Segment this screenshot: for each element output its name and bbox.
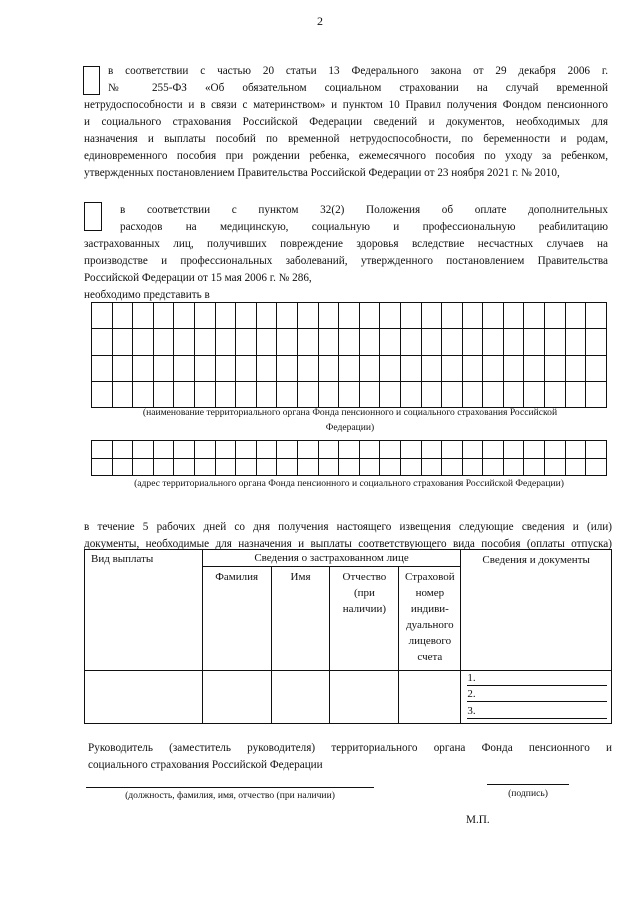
- clause1-line-4: и социального страхования Российской Федерации сведений и документов, необходимых для: [84, 116, 608, 128]
- organ-name-grid-cell[interactable]: [586, 303, 607, 329]
- organ-name-grid-cell[interactable]: [421, 329, 442, 355]
- organ-address-grid-cell[interactable]: [112, 458, 133, 476]
- organ-name-grid-cell[interactable]: [545, 329, 566, 355]
- signature-title-line-1: Руководитель (заместитель руководителя) территориального органа Фонда пенсионного и: [88, 742, 612, 754]
- organ-address-grid-cell[interactable]: [318, 441, 339, 459]
- clause2-line-5: Российской Федерации от 15 мая 2006 г. № 286,: [84, 272, 312, 284]
- organ-name-grid-cell[interactable]: [524, 329, 545, 355]
- organ-name-grid-cell[interactable]: [565, 303, 586, 329]
- organ-name-grid-cell[interactable]: [194, 381, 215, 407]
- name-cell[interactable]: [271, 671, 330, 724]
- doc-item-1-label: 1.: [467, 672, 476, 684]
- organ-address-grid-cell[interactable]: [565, 458, 586, 476]
- organ-name-grid-cell[interactable]: [215, 303, 236, 329]
- organ-address-grid-cell[interactable]: [524, 458, 545, 476]
- clause2-text: [84, 202, 608, 287]
- name-header-text: Имя: [290, 571, 311, 583]
- position-line[interactable]: [86, 787, 374, 788]
- organ-name-grid-cell[interactable]: [133, 381, 154, 407]
- organ-address-grid[interactable]: [91, 440, 607, 476]
- organ-name-grid-cell[interactable]: [256, 355, 277, 381]
- name-header: [271, 567, 330, 671]
- organ-name-grid-cell[interactable]: [277, 303, 298, 329]
- organ-name-grid-cell[interactable]: [92, 303, 113, 329]
- organ-name-grid-cell[interactable]: [112, 303, 133, 329]
- clause1-line-5: назначения и выплаты пособий по временной нетрудоспособности, по беременности и родам,: [84, 133, 608, 145]
- organ-name-grid-cell[interactable]: [462, 355, 483, 381]
- organ-name-grid-cell[interactable]: [483, 303, 504, 329]
- doc-item-2[interactable]: [467, 687, 607, 702]
- organ-name-grid-cell[interactable]: [153, 381, 174, 407]
- organ-name-grid-cell[interactable]: [112, 329, 133, 355]
- organ-name-grid-row: [92, 329, 607, 355]
- organ-address-grid-cell[interactable]: [92, 441, 113, 459]
- organ-address-grid-cell[interactable]: [339, 441, 360, 459]
- stamp-label: М.П.: [466, 814, 490, 826]
- organ-name-grid-row: [92, 355, 607, 381]
- organ-name-grid-cell[interactable]: [194, 329, 215, 355]
- organ-address-grid-cell[interactable]: [174, 458, 195, 476]
- deadline-line-2: документы, необходимые для назначения и выплаты соответствующего вида пособия (оплаты отпуска): [84, 538, 612, 550]
- organ-name-grid-cell[interactable]: [133, 329, 154, 355]
- clause2-line-3: застрахованных лиц, получивших повреждение здоровья вследствие несчастных случаев на: [84, 238, 608, 250]
- organ-name-grid-cell[interactable]: [194, 303, 215, 329]
- surname-cell[interactable]: [202, 671, 271, 724]
- organ-name-grid-cell[interactable]: [133, 355, 154, 381]
- organ-name-grid-cell[interactable]: [359, 355, 380, 381]
- signature-title: [88, 740, 612, 774]
- organ-name-grid-cell[interactable]: [442, 303, 463, 329]
- organ-name-grid-cell[interactable]: [153, 329, 174, 355]
- organ-name-grid-cell[interactable]: [297, 355, 318, 381]
- doc-item-2-label: 2.: [467, 688, 476, 700]
- signature-line[interactable]: [487, 784, 569, 785]
- doc-item-1[interactable]: [467, 671, 607, 686]
- organ-address-grid-cell[interactable]: [256, 458, 277, 476]
- docs-cell[interactable]: [461, 671, 612, 724]
- organ-address-grid-cell[interactable]: [524, 441, 545, 459]
- organ-name-grid-cell[interactable]: [545, 303, 566, 329]
- snils-cell[interactable]: [399, 671, 461, 724]
- organ-address-grid-cell[interactable]: [153, 441, 174, 459]
- organ-name-grid-cell[interactable]: [256, 303, 277, 329]
- organ-name-grid-cell[interactable]: [380, 329, 401, 355]
- organ-address-grid-cell[interactable]: [256, 441, 277, 459]
- organ-address-caption: (адрес территориального органа Фонда пенсионного и социального страхования Российской Федерации): [134, 478, 564, 489]
- organ-name-grid-cell[interactable]: [112, 381, 133, 407]
- organ-address-grid-cell[interactable]: [133, 458, 154, 476]
- organ-name-grid-cell[interactable]: [524, 355, 545, 381]
- organ-name-grid-cell[interactable]: [400, 303, 421, 329]
- organ-address-grid-cell[interactable]: [194, 458, 215, 476]
- organ-name-grid-cell[interactable]: [586, 381, 607, 407]
- organ-name-grid-cell[interactable]: [462, 303, 483, 329]
- payment-type-header-cell: [85, 550, 203, 671]
- organ-address-grid-cell[interactable]: [297, 441, 318, 459]
- organ-name-grid-cell[interactable]: [277, 355, 298, 381]
- organ-address-grid-row: [92, 458, 607, 476]
- organ-name-grid-cell[interactable]: [524, 303, 545, 329]
- payment-type-header: Вид выплаты: [91, 553, 154, 565]
- organ-name-grid-cell[interactable]: [359, 381, 380, 407]
- organ-name-grid-cell[interactable]: [442, 355, 463, 381]
- organ-name-grid-cell[interactable]: [236, 329, 257, 355]
- organ-address-grid-cell[interactable]: [421, 441, 442, 459]
- organ-address-grid-cell[interactable]: [483, 441, 504, 459]
- clause1-line-1: в соответствии с частью 20 статьи 13 Федерального закона от 29 декабря 2006 г.: [108, 65, 608, 77]
- organ-name-grid-cell[interactable]: [565, 355, 586, 381]
- organ-name-grid-cell[interactable]: [421, 381, 442, 407]
- organ-name-grid-cell[interactable]: [297, 329, 318, 355]
- organ-name-grid[interactable]: [91, 302, 607, 408]
- organ-address-grid-cell[interactable]: [503, 458, 524, 476]
- organ-name-grid-cell[interactable]: [545, 381, 566, 407]
- organ-name-grid-cell[interactable]: [236, 355, 257, 381]
- organ-name-grid-cell[interactable]: [442, 381, 463, 407]
- doc-item-3-label: 3.: [467, 705, 476, 717]
- organ-name-grid-cell[interactable]: [503, 303, 524, 329]
- organ-address-grid-cell[interactable]: [400, 441, 421, 459]
- organ-name-grid-cell[interactable]: [318, 355, 339, 381]
- organ-name-grid-cell[interactable]: [503, 381, 524, 407]
- organ-name-grid-cell[interactable]: [256, 381, 277, 407]
- docs-header-cell: [461, 550, 612, 671]
- organ-name-caption: [100, 405, 600, 435]
- organ-name-grid-cell[interactable]: [339, 355, 360, 381]
- organ-address-grid-cell[interactable]: [545, 441, 566, 459]
- organ-name-grid-cell[interactable]: [483, 355, 504, 381]
- organ-address-grid-cell[interactable]: [359, 441, 380, 459]
- organ-address-grid-cell[interactable]: [112, 441, 133, 459]
- organ-name-grid-row: [92, 381, 607, 407]
- clause1-line-7: утвержденных постановлением Правительства Российской Федерации от 23 ноября 2021 г. № 2010,: [84, 167, 560, 179]
- organ-address-grid-cell[interactable]: [483, 458, 504, 476]
- organ-name-grid-cell[interactable]: [318, 381, 339, 407]
- organ-address-grid-cell[interactable]: [133, 441, 154, 459]
- organ-name-grid-cell[interactable]: [92, 329, 113, 355]
- organ-name-grid-cell[interactable]: [277, 381, 298, 407]
- snils-header-text: Страховой номер индиви-дуального лицевого счета: [405, 571, 455, 663]
- organ-name-grid-cell[interactable]: [380, 355, 401, 381]
- clause2-line-2: расходов на медицинскую, социальную и профессиональную реабилитацию: [120, 221, 608, 233]
- organ-name-grid-cell[interactable]: [339, 381, 360, 407]
- organ-name-grid-cell[interactable]: [133, 303, 154, 329]
- organ-name-grid-cell[interactable]: [400, 381, 421, 407]
- organ-address-grid-cell[interactable]: [586, 441, 607, 459]
- surname-header: [202, 567, 271, 671]
- organ-name-grid-cell[interactable]: [400, 355, 421, 381]
- clause2-line-1: в соответствии с пунктом 32(2) Положения об оплате дополнительных: [120, 204, 608, 216]
- patronymic-header-text: Отчество (при наличии): [342, 571, 387, 615]
- clause1-line-2: № 255-ФЗ «Об обязательном социальном страховании на случай временной: [108, 82, 608, 94]
- organ-name-grid-cell[interactable]: [215, 329, 236, 355]
- signature-caption: (подпись): [508, 788, 548, 799]
- organ-address-grid-cell[interactable]: [380, 458, 401, 476]
- organ-name-grid-cell[interactable]: [174, 303, 195, 329]
- organ-name-grid-cell[interactable]: [545, 355, 566, 381]
- organ-address-grid-cell[interactable]: [277, 458, 298, 476]
- organ-name-grid-cell[interactable]: [565, 381, 586, 407]
- organ-name-caption-line-2: Федерации): [325, 422, 375, 433]
- organ-name-grid-cell[interactable]: [153, 303, 174, 329]
- organ-name-grid-cell[interactable]: [524, 381, 545, 407]
- organ-address-grid-cell[interactable]: [503, 441, 524, 459]
- organ-name-grid-cell[interactable]: [174, 329, 195, 355]
- organ-address-grid-cell[interactable]: [339, 458, 360, 476]
- organ-name-grid-cell[interactable]: [297, 381, 318, 407]
- organ-address-grid-cell[interactable]: [215, 458, 236, 476]
- organ-address-grid-cell[interactable]: [215, 441, 236, 459]
- payment-type-cell[interactable]: [85, 671, 203, 724]
- clause1-line-3: нетрудоспособности и в связи с материнством» и пунктом 10 Правил получения Фондом пенсионного: [84, 99, 608, 111]
- organ-address-grid-cell[interactable]: [277, 441, 298, 459]
- organ-name-grid-cell[interactable]: [565, 329, 586, 355]
- organ-name-grid-cell[interactable]: [483, 381, 504, 407]
- organ-name-grid-cell[interactable]: [153, 355, 174, 381]
- organ-address-grid-cell[interactable]: [400, 458, 421, 476]
- organ-name-grid-cell[interactable]: [174, 381, 195, 407]
- organ-name-grid-cell[interactable]: [112, 355, 133, 381]
- organ-name-grid-cell[interactable]: [339, 329, 360, 355]
- organ-address-grid-cell[interactable]: [174, 441, 195, 459]
- doc-item-3[interactable]: [467, 704, 607, 719]
- organ-address-grid-cell[interactable]: [297, 458, 318, 476]
- organ-address-grid-cell[interactable]: [318, 458, 339, 476]
- organ-name-grid-cell[interactable]: [380, 303, 401, 329]
- organ-name-grid-cell[interactable]: [462, 381, 483, 407]
- organ-name-caption-line-1: (наименование территориального органа Фонда пенсионного и социального страхования Российской: [142, 407, 558, 418]
- deadline-line-1: в течение 5 рабочих дней со дня получения настоящего извещения следующие сведения и (или): [84, 521, 612, 533]
- organ-name-grid-cell[interactable]: [462, 329, 483, 355]
- organ-name-grid-cell[interactable]: [318, 303, 339, 329]
- organ-address-grid-cell[interactable]: [586, 458, 607, 476]
- clause1-text: [84, 63, 608, 182]
- clause1-line-6: единовременного пособия при рождении ребенка, ежемесячного пособия по уходу за ребенком,: [84, 150, 608, 162]
- organ-name-grid-cell[interactable]: [380, 381, 401, 407]
- organ-name-grid-cell[interactable]: [277, 329, 298, 355]
- clause2-line-4: производстве и профессиональных заболеваний, утвержденного постановлением Правительства: [84, 255, 608, 267]
- organ-address-grid-cell[interactable]: [545, 458, 566, 476]
- docs-header: Сведения и документы: [482, 554, 590, 566]
- organ-name-grid-cell[interactable]: [359, 329, 380, 355]
- organ-address-grid-cell[interactable]: [442, 441, 463, 459]
- organ-name-grid-cell[interactable]: [318, 329, 339, 355]
- organ-name-grid-cell[interactable]: [421, 355, 442, 381]
- organ-name-grid-cell[interactable]: [236, 303, 257, 329]
- page-number: 2: [317, 14, 323, 28]
- signature-title-line-2: социального страхования Российской Федерации: [88, 759, 323, 771]
- deadline-text: [84, 519, 612, 553]
- organ-name-grid-cell[interactable]: [215, 381, 236, 407]
- position-caption: (должность, фамилия, имя, отчество (при наличии): [125, 790, 335, 801]
- organ-address-grid-cell[interactable]: [359, 458, 380, 476]
- organ-name-grid-cell[interactable]: [359, 303, 380, 329]
- organ-address-grid-cell[interactable]: [153, 458, 174, 476]
- organ-address-grid-cell[interactable]: [565, 441, 586, 459]
- organ-address-grid-cell[interactable]: [421, 458, 442, 476]
- organ-name-grid-cell[interactable]: [297, 303, 318, 329]
- organ-name-grid-cell[interactable]: [194, 355, 215, 381]
- organ-address-grid-cell[interactable]: [462, 441, 483, 459]
- organ-name-grid-cell[interactable]: [442, 329, 463, 355]
- surname-header-text: Фамилия: [215, 571, 259, 583]
- organ-name-grid-row: [92, 303, 607, 329]
- organ-name-grid-cell[interactable]: [586, 355, 607, 381]
- organ-name-grid-cell[interactable]: [339, 303, 360, 329]
- organ-address-grid-cell[interactable]: [462, 458, 483, 476]
- organ-name-grid-cell[interactable]: [92, 381, 113, 407]
- organ-address-grid-cell[interactable]: [194, 441, 215, 459]
- payment-info-table: [84, 549, 612, 724]
- organ-name-grid-cell[interactable]: [586, 329, 607, 355]
- organ-address-grid-cell[interactable]: [380, 441, 401, 459]
- organ-name-grid-cell[interactable]: [92, 355, 113, 381]
- organ-address-grid-cell[interactable]: [236, 441, 257, 459]
- organ-name-grid-cell[interactable]: [174, 355, 195, 381]
- organ-name-grid-cell[interactable]: [256, 329, 277, 355]
- organ-address-grid-cell[interactable]: [236, 458, 257, 476]
- patronymic-header: [330, 567, 399, 671]
- organ-address-grid-cell[interactable]: [92, 458, 113, 476]
- organ-name-grid-cell[interactable]: [236, 381, 257, 407]
- organ-name-grid-cell[interactable]: [400, 329, 421, 355]
- insured-group-header: Сведения о застрахованном лице: [202, 550, 461, 567]
- submit-to-label: необходимо представить в: [84, 289, 210, 301]
- organ-name-grid-cell[interactable]: [503, 355, 524, 381]
- organ-address-grid-row: [92, 441, 607, 459]
- snils-header: [399, 567, 461, 671]
- organ-name-grid-cell[interactable]: [503, 329, 524, 355]
- organ-address-grid-cell[interactable]: [442, 458, 463, 476]
- patronymic-cell[interactable]: [330, 671, 399, 724]
- organ-name-grid-cell[interactable]: [421, 303, 442, 329]
- organ-name-grid-cell[interactable]: [215, 355, 236, 381]
- organ-name-grid-cell[interactable]: [483, 329, 504, 355]
